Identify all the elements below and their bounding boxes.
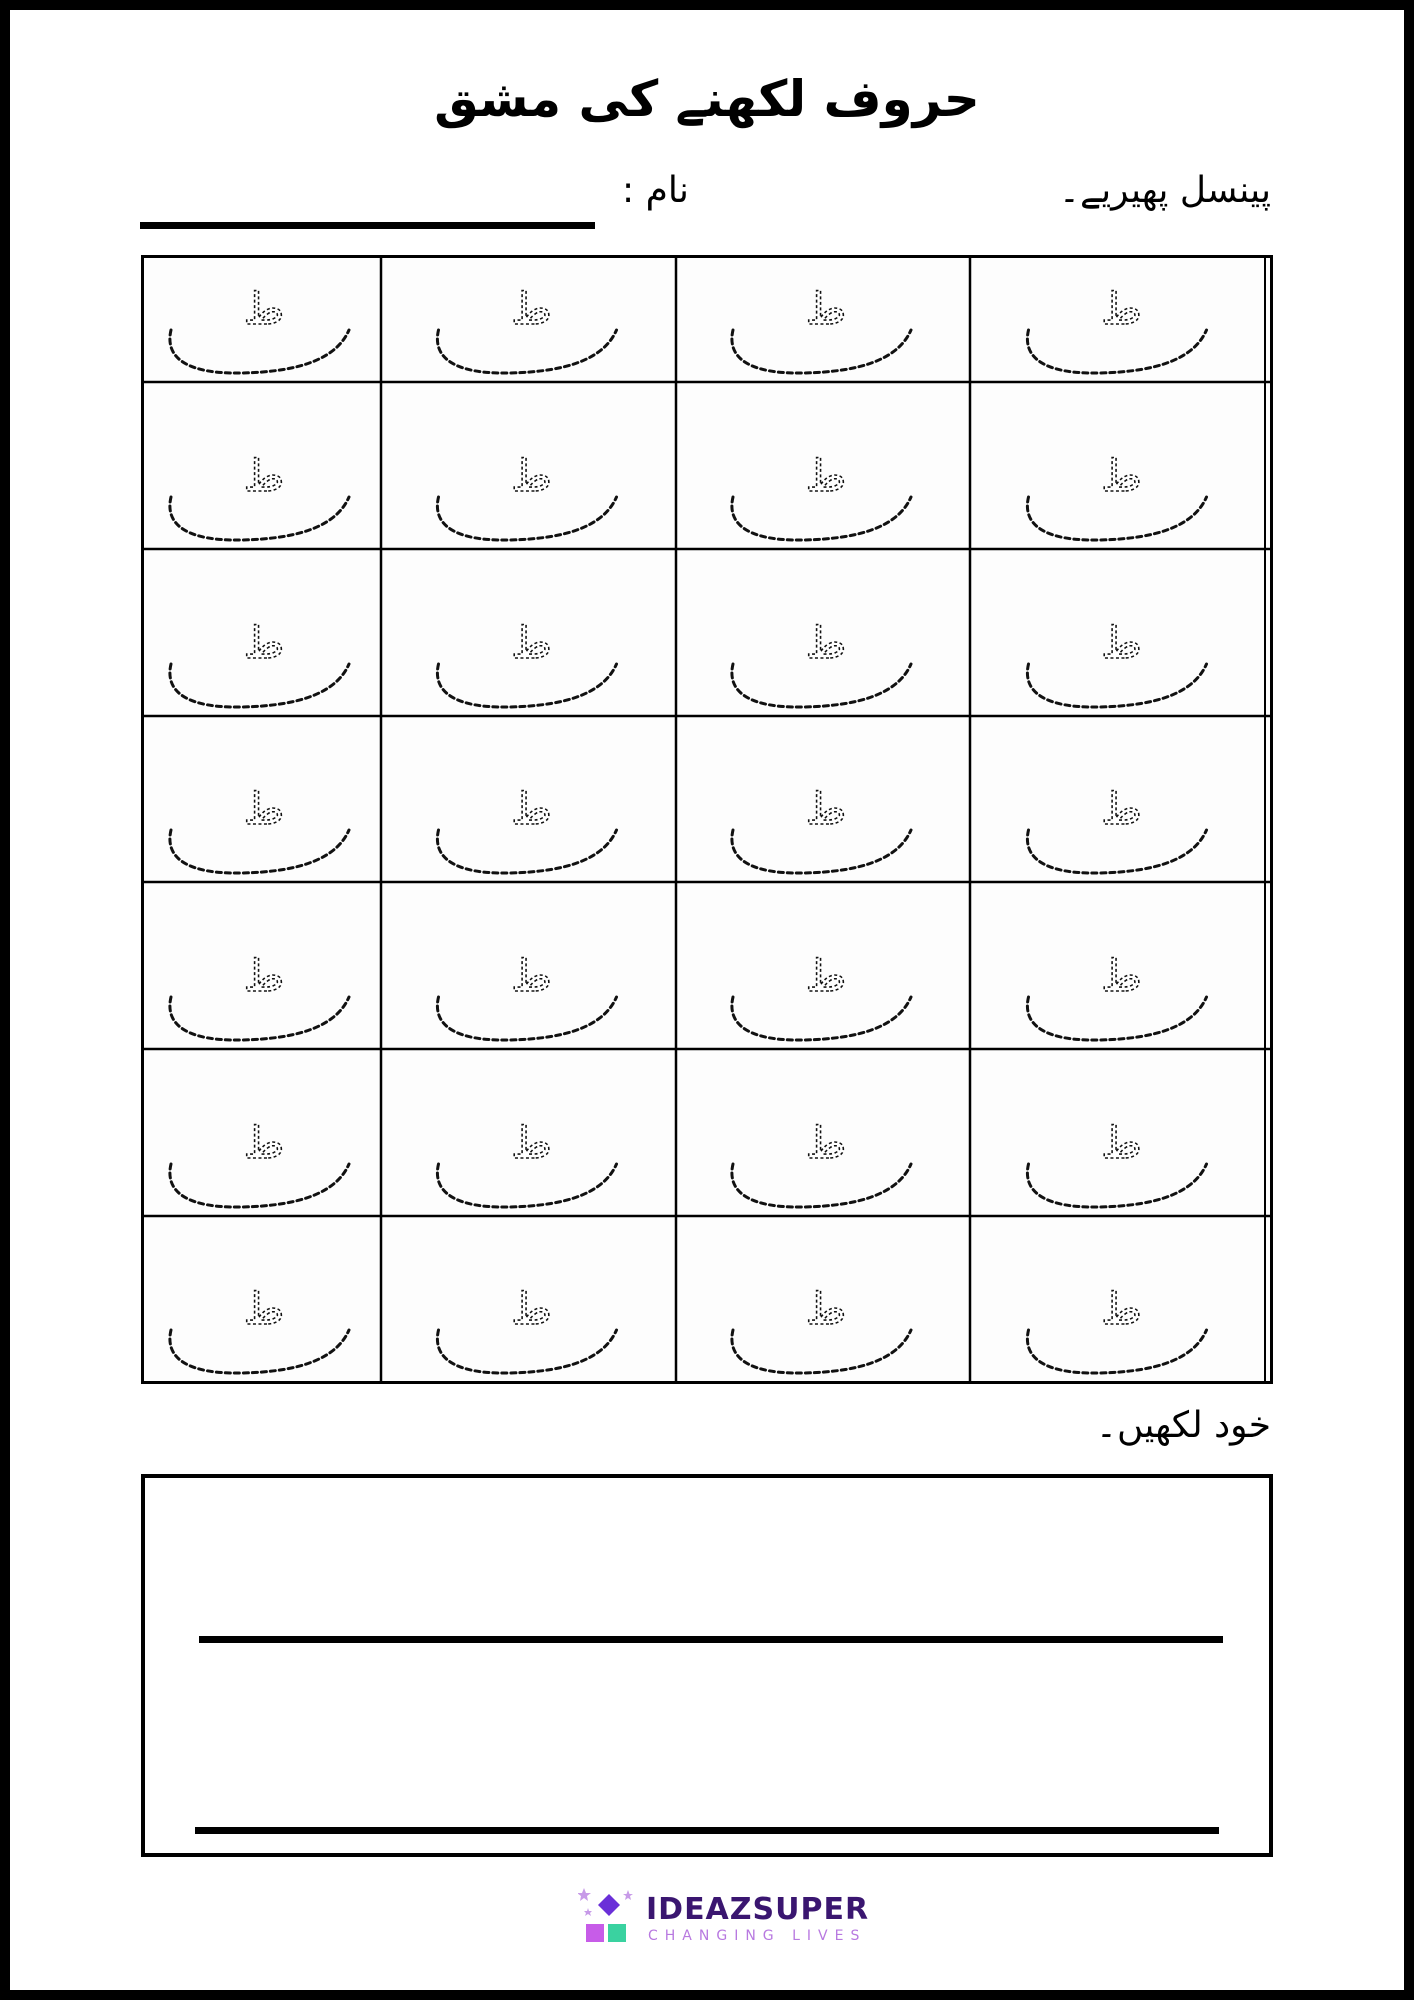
dotted-letter: ط [243,284,285,335]
dotted-letter: ط [1101,951,1142,1002]
dotted-letter: ط [805,951,847,1002]
dotted-letter: ط [805,451,847,502]
dotted-letter: ط [511,451,552,502]
dotted-letter: ط [243,451,285,502]
page-title: حروف لکھنے کی مشق [434,70,980,128]
dotted-letter: ط [805,784,847,835]
dotted-letter: ط [243,951,285,1002]
dotted-letter: ط [243,1118,285,1169]
dotted-letter: ط [805,284,847,335]
writing-line [195,1827,1219,1834]
dotted-letter: ط [1101,618,1142,669]
dotted-letter: ط [243,618,285,669]
brand-tagline: CHANGING LIVES [648,1928,867,1944]
brand-logo [578,1886,878,1946]
dotted-letter: ط [1101,451,1142,502]
dotted-letter: ط [805,1118,847,1169]
tracing-grid-svg [141,255,1273,1384]
dotted-letter: ط [511,284,552,335]
dotted-letter: ط [243,784,285,835]
dotted-letter: ط [805,1284,847,1335]
logo-mark-icon [578,1886,640,1946]
name-label: نام : [622,170,689,211]
tracing-grid [141,255,1273,1384]
trace-instruction: پینسل پھیریے۔ [1058,170,1271,211]
dotted-letter: ط [511,784,552,835]
dotted-letter: ط [805,618,847,669]
writing-box[interactable] [141,1474,1273,1857]
dotted-letter: ط [511,618,552,669]
dotted-letter: ط [1101,1118,1142,1169]
writing-line [199,1636,1223,1643]
brand-name: IDEAZSUPER [646,1892,870,1927]
dotted-letter: ط [1101,1284,1142,1335]
write-instruction: خود لکھیں۔ [1095,1405,1271,1446]
dotted-letter: ط [511,951,552,1002]
dotted-letter: ط [243,1284,285,1335]
dotted-letter: ط [1101,784,1142,835]
dotted-letter: ط [511,1284,552,1335]
name-field-line[interactable] [140,222,595,229]
dotted-letter: ط [1101,284,1142,335]
dotted-letter: ط [511,1118,552,1169]
